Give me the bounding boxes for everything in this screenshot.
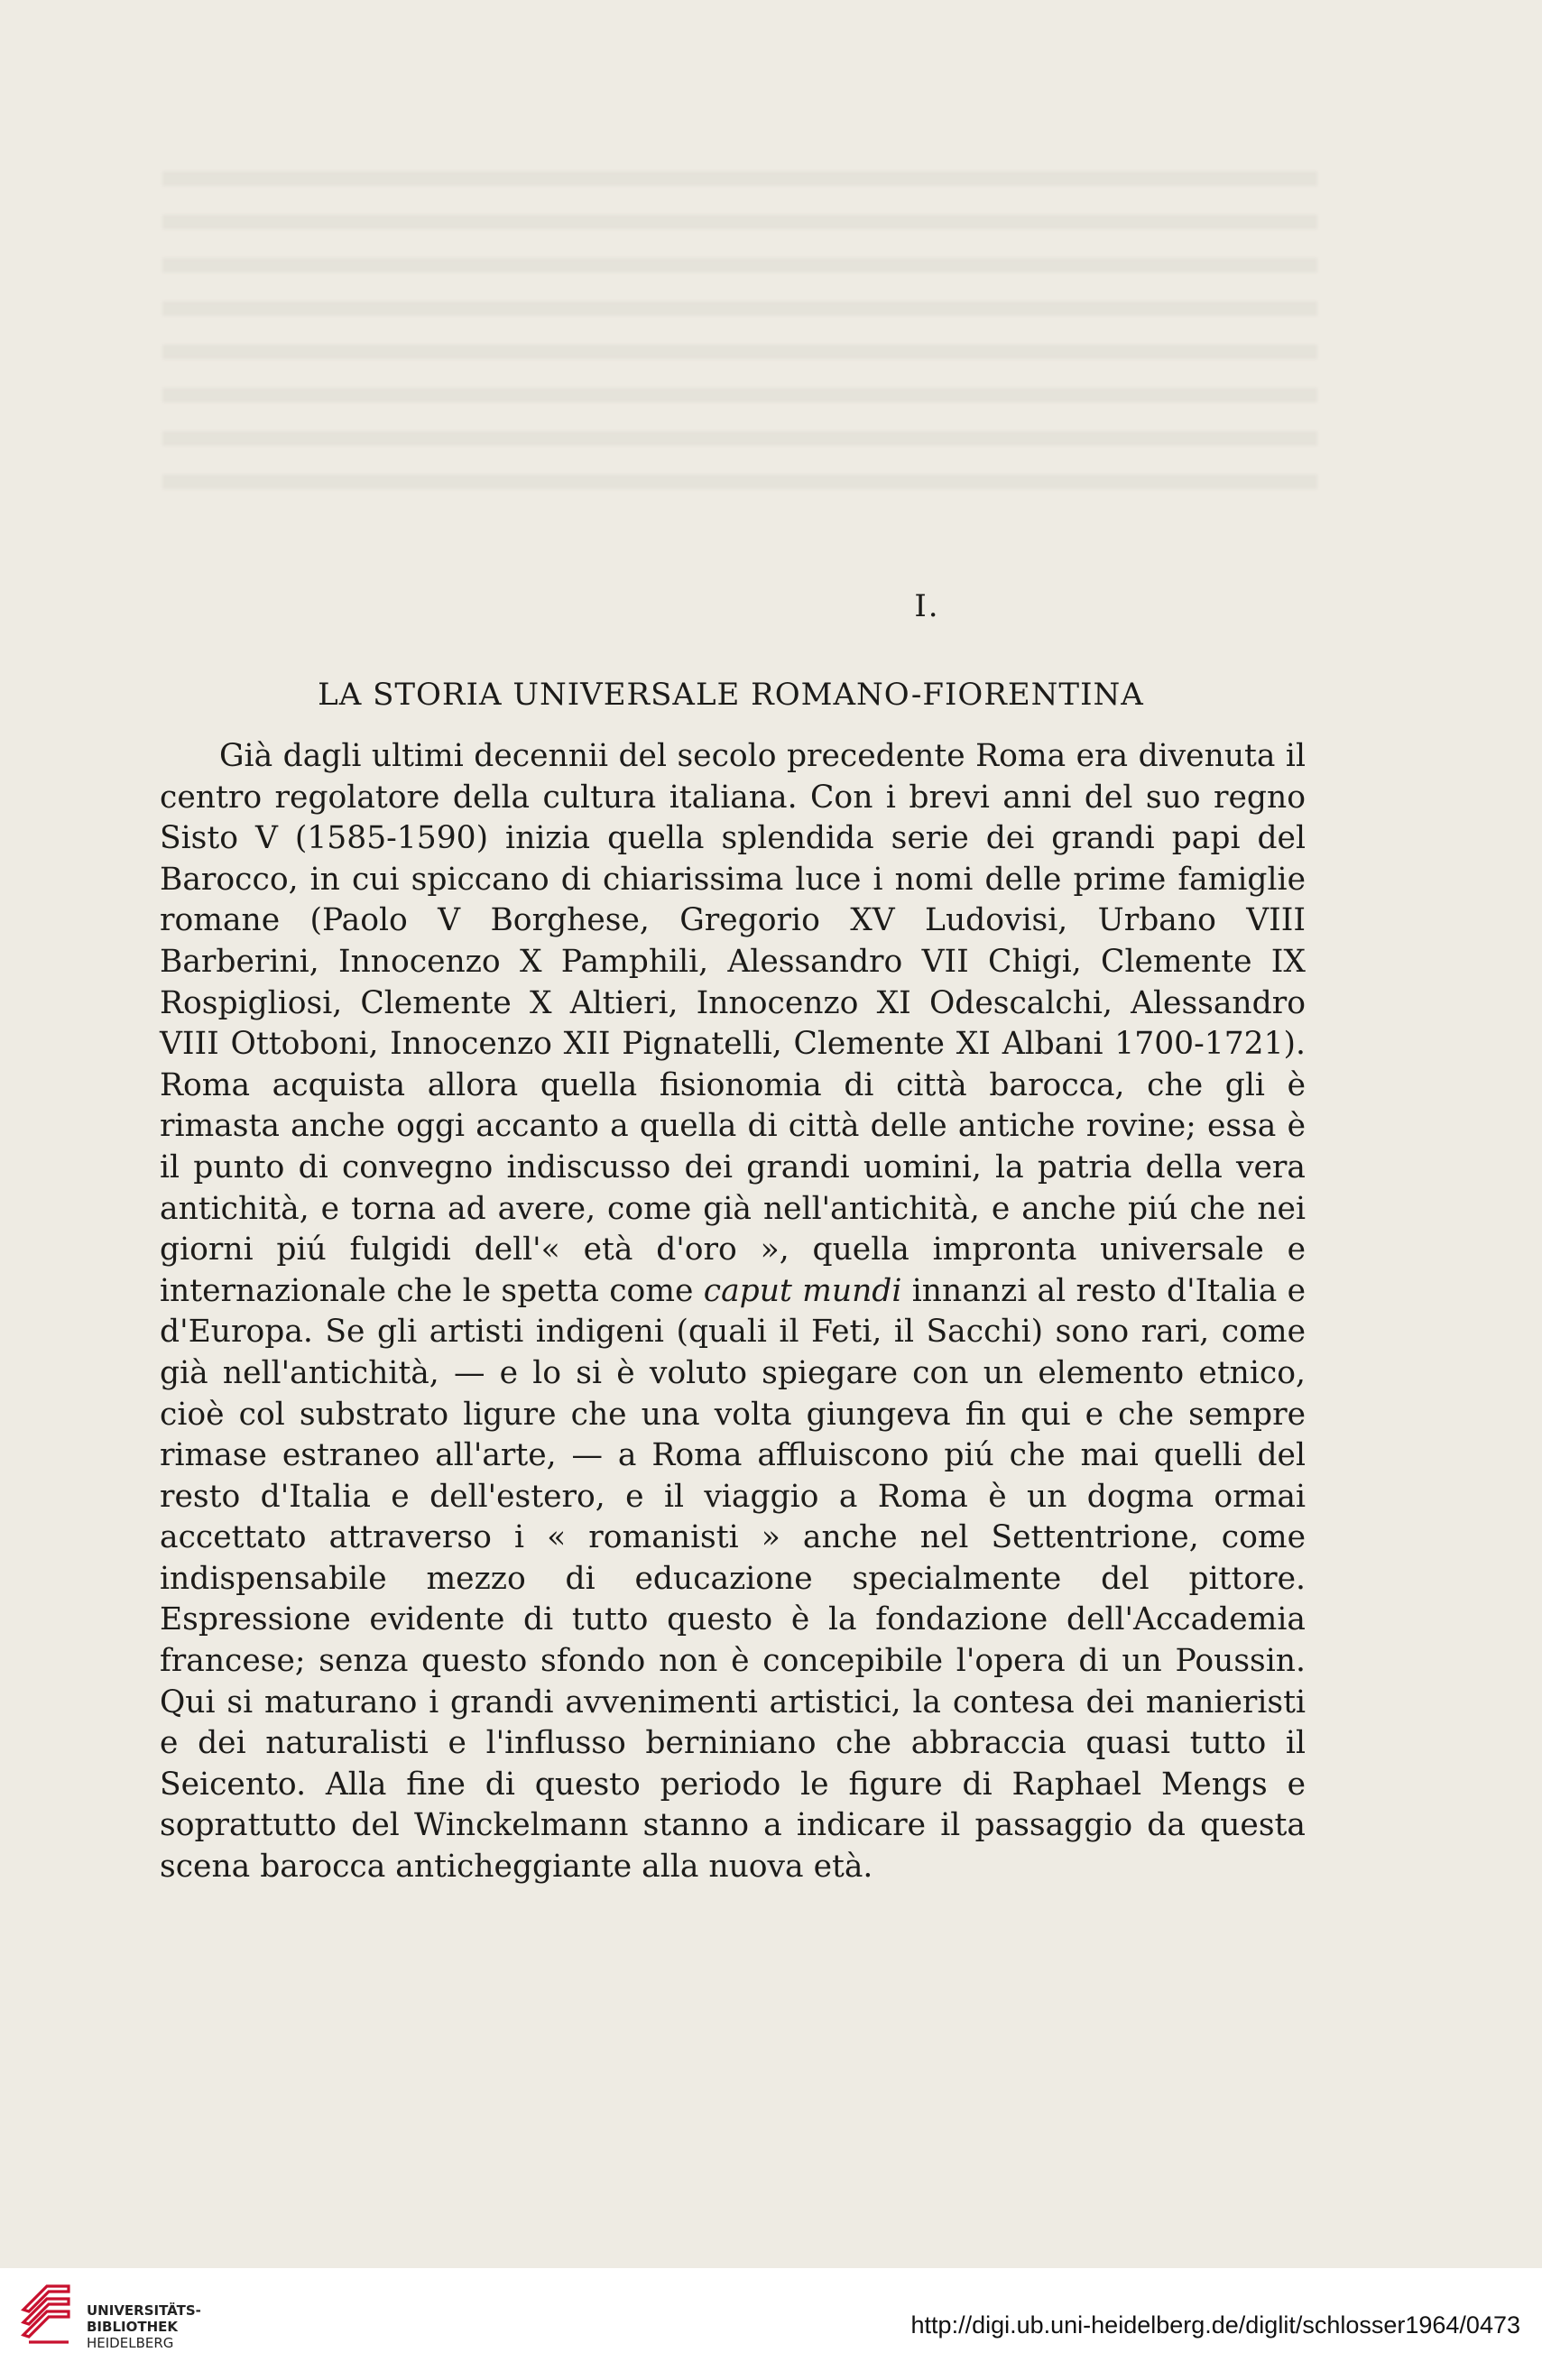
paragraph: [160, 736, 1306, 1888]
paragraph-text-end: innanzi al resto d'Italia e d'Europa. Se gli artisti indigeni (quali il Feti, il Sacchi) sono rari, come già nell'antichità, — e lo si è voluto spiegare con un elemento etnico, cioè col substrato ligure che una volta giungeva fin qui e che sempre rimase estraneo all'arte, — a Roma affluiscono piú che mai quelli del resto d'Italia e dell'estero, e il viaggio a Roma è un dogma ormai accettato attraverso i « romanisti » anche nel Settentrione, come indispensabile mezzo di educazione specialmente del pittore. Espressione evidente di tutto questo è la fondazione dell'Accademia francese; senza questo sfondo non è concepibile l'opera di un Poussin. Qui si maturano i grandi avvenimenti artistici, la contesa dei manieristi e dei naturalisti e l'influsso berniniano che abbraccia quasi tutto il Seicento. Alla fine di questo periodo le figure di Raphael Mengs e soprattutto del Winckelmann stanno a indicare il passaggio da questa scena barocca anticheggiante alla nuova età.: [160, 1272, 1307, 1886]
library-name-line2: BIBLIOTHEK: [87, 2319, 178, 2335]
source-url-link[interactable]: http://digi.ub.uni-heidelberg.de/diglit/schlosser1964/0473: [910, 2311, 1520, 2338]
library-logo-icon: [20, 2283, 72, 2346]
chapter-number: I.: [914, 588, 940, 624]
body-text: [160, 736, 1306, 1888]
italic-phrase: caput mundi: [703, 1272, 902, 1309]
chapter-title: LA STORIA UNIVERSALE ROMANO-FIORENTINA: [318, 677, 1144, 713]
paragraph-text-start: Già dagli ultimi decennii del secolo precedente Roma era divenuta il centro regolatore della cultura italiana. Con i brevi anni del suo regno Sisto V (1585-1590) inizia quella splendida serie dei grandi papi del Barocco, in cui spiccano di chiarissima luce i nomi delle prime famiglie romane (Paolo V Borghese, Gregorio XV Ludovisi, Urbano VIII Barberini, Innocenzo X Pamphili, Alessandro VII Chigi, Clemente IX Rospigliosi, Clemente X Altieri, Innocenzo XI Odescalchi, Alessandro VIII Ottoboni, Innocenzo XII Pignatelli, Clemente XI Albani 1700-1721). Roma acquista allora quella fisionomia di città barocca, che gli è rimasta anche oggi accanto a quella di città delle antiche rovine; essa è il punto di convegno indiscusso dei grandi uomini, la patria della vera antichità, e torna ad avere, come già nell'antichità, e anche piú che nei giorni piú fulgidi dell'« età d'oro », quella impronta universale e internazionale che le spetta come: [160, 738, 1306, 1309]
library-name-line3: HEIDELBERG: [87, 2335, 174, 2351]
footer-bar: [0, 2268, 1542, 2380]
library-name-line1: UNIVERSITÄTS-: [87, 2302, 201, 2319]
bleed-through-shadow: [162, 171, 1317, 496]
library-name: [87, 2302, 201, 2351]
